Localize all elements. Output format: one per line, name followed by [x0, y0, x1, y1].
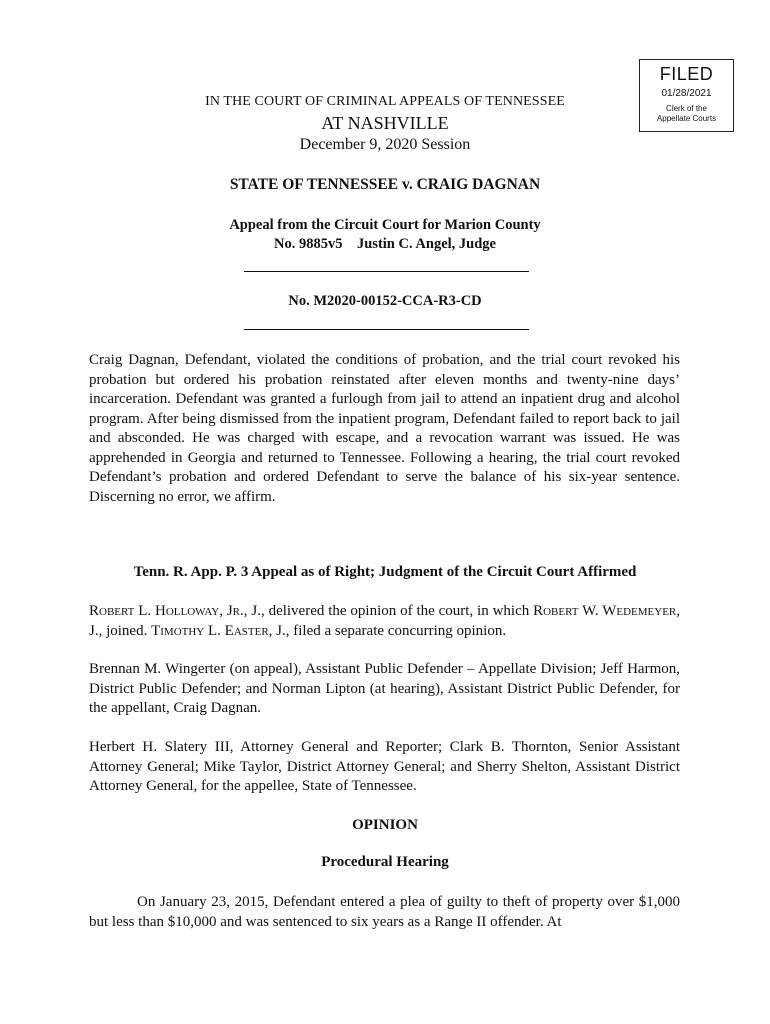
authorship-text-2: , J., joined. — [89, 603, 681, 639]
appeal-origin: Appeal from the Circuit Court for Marion County — [229, 217, 541, 233]
counsel-appellant: Brennan M. Wingerter (on appeal), Assistant Public Defender – Appellate Division; Jeff Harmon, District Public Defender; and Norman Lipton (at hearing), Assistant District Public Defender, for the appellant, Craig Dagnan. — [89, 661, 680, 716]
divider-top — [244, 271, 529, 272]
authorship-text-1: , J., delivered the opinion of the court, in which — [243, 603, 534, 619]
judge-holloway: Robert L. Holloway, Jr. — [89, 603, 244, 619]
stamp-date: 01/28/2021 — [661, 88, 712, 99]
court-name: IN THE COURT OF CRIMINAL APPEALS OF TENNESSEE — [205, 94, 565, 109]
divider-bottom — [244, 329, 529, 330]
body-paragraph: On January 23, 2015, Defendant entered a plea of guilty to theft of property over $1,000 but less than $10,000 and was sentenced to six years as a Range II offender. At — [89, 894, 680, 930]
case-caption: STATE OF TENNESSEE v. CRAIG DAGNAN — [229, 176, 541, 193]
counsel-appellee: Herbert H. Slatery III, Attorney General and Reporter; Clark B. Thornton, Senior Assistant Attorney General; Mike Taylor, District Attorney General; and Sherry Shelton, Assistant District Attorney General, for the appellee, State of Tennessee. — [89, 739, 680, 794]
stamp-clerk-line: Clerk of the — [666, 104, 707, 113]
judge-wedemeyer: Robert W. Wedemeyer — [533, 603, 677, 619]
court-location: AT NASHVILLE — [321, 113, 449, 133]
section-heading: Procedural Hearing — [321, 854, 449, 870]
authorship-line — [89, 602, 680, 641]
case-summary: Craig Dagnan, Defendant, violated the conditions of probation, and the trial court revoked his probation but ordered his probation reinstated after eleven months and twenty-nine days’ incarceration. Defendant was granted a furlough from jail to attend an inpatient drug and alcohol program. After being dismissed from the inpatient program, Defendant failed to report back to jail and absconded. He was charged with escape, and a revocation warrant was issued. He was apprehended in Georgia and returned to Tennessee. Following a hearing, the trial court revoked Defendant’s probation and ordered Defendant to serve the balance of his six-year sentence. Discerning no error, we affirm. — [89, 352, 680, 505]
disposition-line: Tenn. R. App. P. 3 Appeal as of Right; Judgment of the Circuit Court Affirmed — [133, 564, 637, 580]
stamp-title: FILED — [659, 64, 714, 84]
session-date: December 9, 2020 Session — [299, 136, 471, 153]
judge-easter: Timothy L. Easter — [151, 622, 269, 639]
authorship-text-3: , J., filed a separate concurring opinion. — [268, 622, 507, 639]
opinion-heading: OPINION — [352, 817, 418, 833]
stamp-courts-line: Appellate Courts — [656, 114, 717, 123]
trial-case-number: No. 9885v5 Justin C. Angel, Judge — [274, 236, 496, 252]
docket-number: No. M2020-00152-CCA-R3-CD — [288, 293, 482, 309]
